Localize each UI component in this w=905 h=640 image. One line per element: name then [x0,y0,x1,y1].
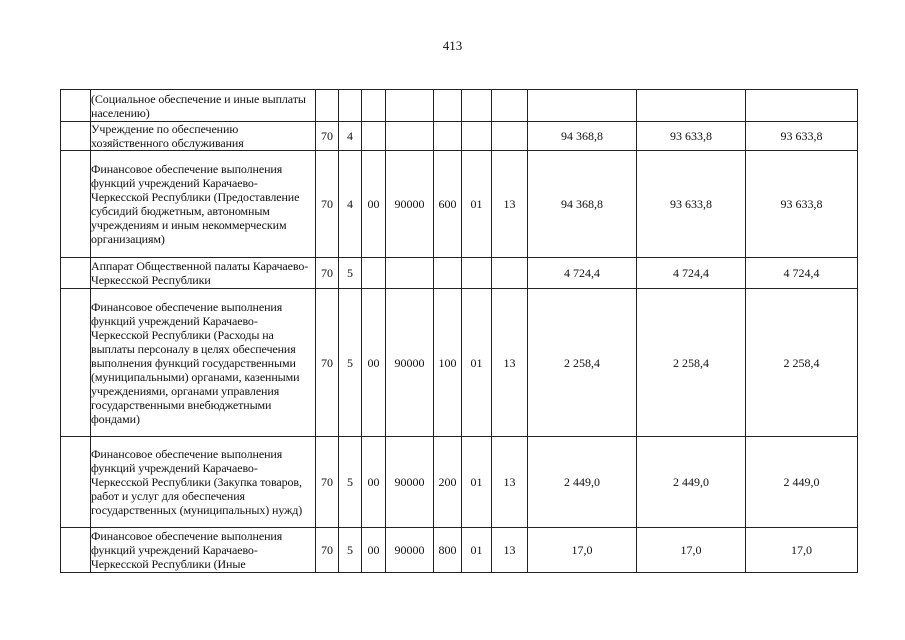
row-name: Аппарат Общественной палаты Карачаево-Черкесской Республики [91,258,316,289]
table-row [61,90,858,122]
row-name: (Социальное обеспечение и иные выплаты населению) [91,90,316,122]
table-row: Учреждение по обеспечению хозяйственного обслуживания 70 4 94 368,8 93 633,8 93 633,8 [61,122,858,151]
table-row: Финансовое обеспечение выполнения функций учреждений Карачаево-Черкесской Республики (Расходы на выплаты персоналу в целях обеспечения выполнения функций государственными (муниципальными) органами, казенными учреждениями, органами управления государственными внебюджетными фондами) 70 5 00 90000 100 01 13 2 258,4 2 258,4 2 258,4 [61,289,858,437]
row-name: Финансовое обеспечение выполнения функций учреждений Карачаево-Черкесской Республики (Закупка товаров, работ и услуг для обеспечения государственных (муниципальных) нужд) [91,437,316,528]
row-name: Финансовое обеспечение выполнения функций учреждений Карачаево-Черкесской Республики (Предоставление субсидий бюджетным, автономным учреждениям и иным некоммерческим организациям) [91,151,316,258]
row-name: Финансовое обеспечение выполнения функций учреждений Карачаево-Черкесской Республики (Иные [91,528,316,573]
table-row: Финансовое обеспечение выполнения функций учреждений Карачаево-Черкесской Республики (Иные 70 5 00 90000 800 01 13 17,0 17,0 17,0 [61,528,858,573]
table-row: Финансовое обеспечение выполнения функций учреждений Карачаево-Черкесской Республики (Закупка товаров, работ и услуг для обеспечения государственных (муниципальных) нужд) 70 5 00 90000 200 01 13 2 449,0 2 449,0 2 449,0 [61,437,858,528]
row-name: Финансовое обеспечение выполнения функций учреждений Карачаево-Черкесской Республики (Расходы на выплаты персоналу в целях обеспечения выполнения функций государственными (муниципальными) органами, казенными учреждениями, органами управления государственными внебюджетными фондами) [91,289,316,437]
table-row: Финансовое обеспечение выполнения функций учреждений Карачаево-Черкесской Республики (Предоставление субсидий бюджетным, автономным учреждениям и иным некоммерческим организациям) 70 4 00 90000 600 01 13 94 368,8 93 633,8 93 633,8 [61,151,858,258]
row-name: Учреждение по обеспечению хозяйственного обслуживания [91,122,316,151]
page-number: 413 [442,38,463,53]
budget-table [60,89,858,573]
table-row: Аппарат Общественной палаты Карачаево-Черкесской Республики 70 5 4 724,4 4 724,4 4 724,4 [61,258,858,289]
